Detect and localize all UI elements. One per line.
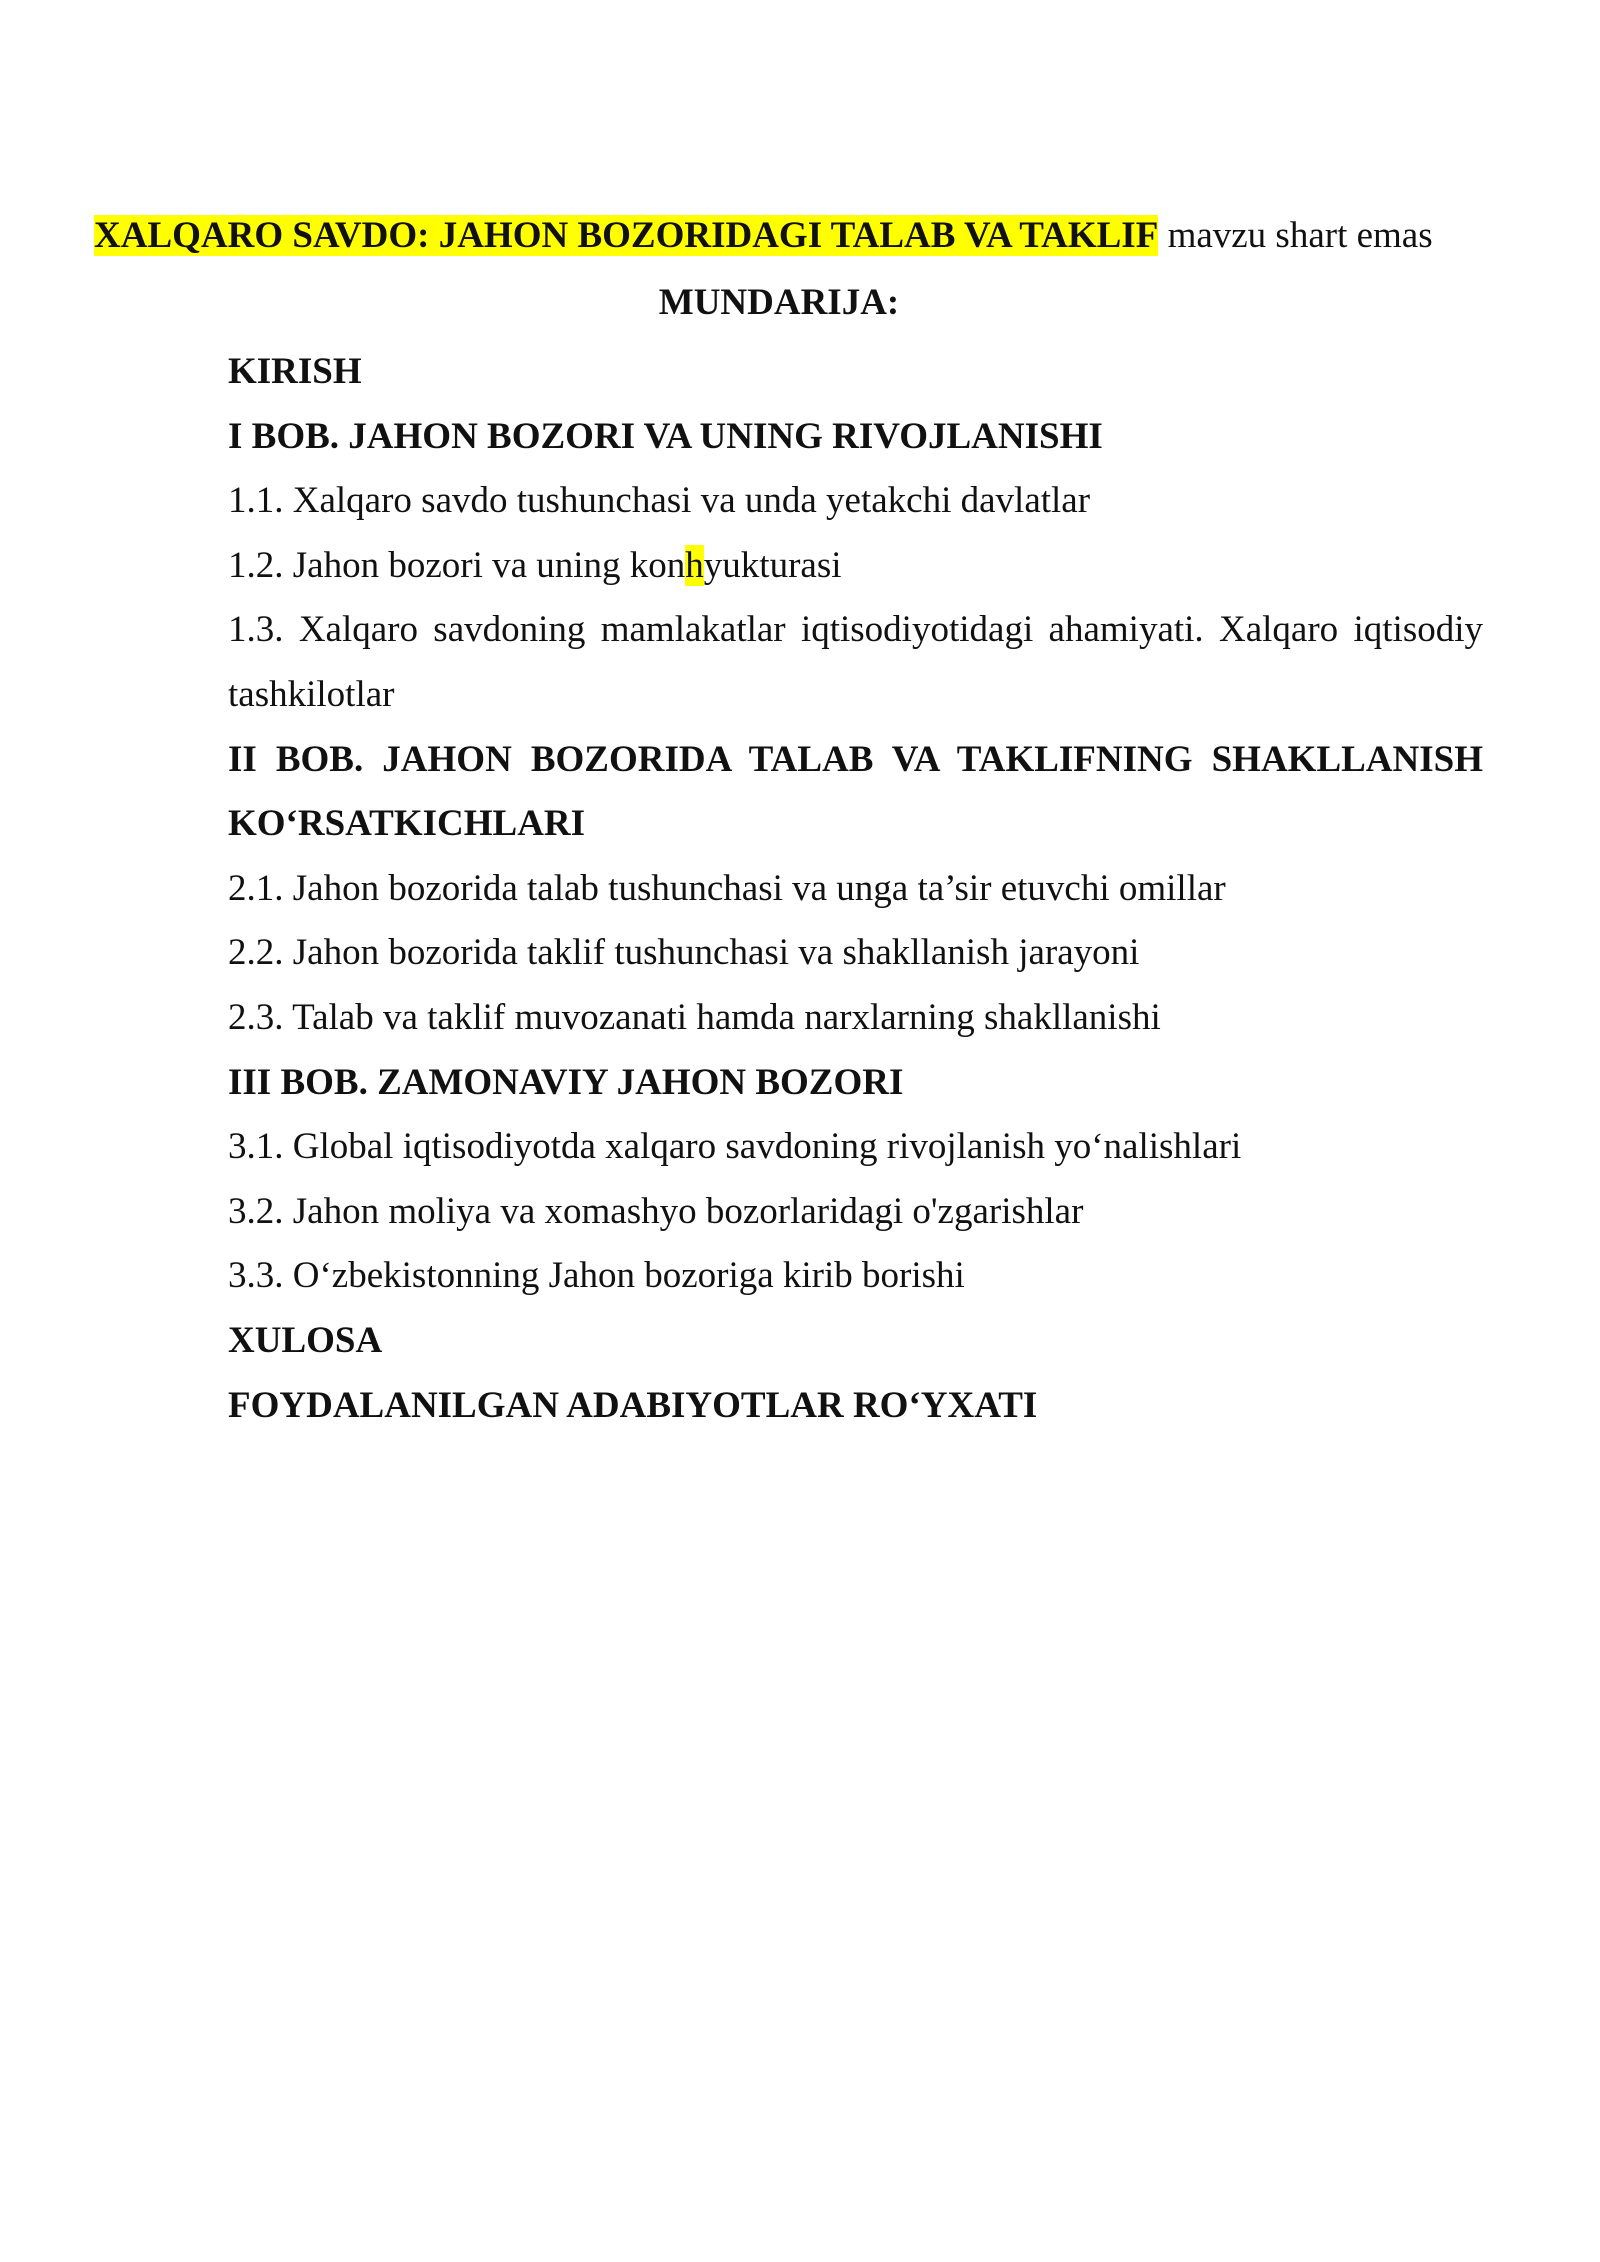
topic-highlighted-title: XALQARO SAVDO: JAHON BOZORIDAGI TALAB VA TAKLIF	[94, 215, 1159, 256]
table-of-contents	[228, 340, 1483, 1438]
topic-note: mavzu shart emas	[1158, 215, 1433, 256]
toc-item-conclusion: XULOSA	[228, 1319, 383, 1361]
toc-chapter-2-line-2: KO‘RSATKICHLARI	[228, 803, 586, 845]
toc-chapter-3: III BOB. ZAMONAVIY JAHON BOZORI	[228, 1061, 904, 1103]
toc-section-2-2: 2.2. Jahon bozorida taklif tushunchasi va shakllanish jarayoni	[228, 932, 1140, 974]
toc-heading: MUNDARIJA:	[658, 282, 900, 323]
toc-section-1-2-text-end: yukturasi	[703, 544, 842, 586]
highlighted-letter: h	[685, 544, 704, 586]
topic-line	[94, 210, 1514, 262]
toc-chapter-1: I BOB. JAHON BOZORI VA UNING RIVOJLANISHI	[228, 415, 1103, 457]
toc-section-1-3-line-2: tashkilotlar	[228, 673, 395, 715]
toc-section-1-2-text-start: 1.2. Jahon bozori va uning kon	[228, 544, 686, 586]
toc-section-3-2: 3.2. Jahon moliya va xomashyo bozorlaridagi o'zgarishlar	[228, 1190, 1084, 1232]
toc-section-1-2	[228, 534, 1483, 599]
toc-section-3-3: 3.3. O‘zbekistonning Jahon bozoriga kirib borishi	[228, 1255, 965, 1297]
toc-section-1-3-line-1: 1.3. Xalqaro savdoning mamlakatlar iqtisodiyotidagi ahamiyati. Xalqaro iqtisodiy	[228, 609, 1483, 651]
toc-chapter-2-line-1: II BOB. JAHON BOZORIDA TALAB VA TAKLIFNING SHAKLLANISH	[228, 738, 1483, 780]
toc-section-2-3: 2.3. Talab va taklif muvozanati hamda narxlarning shakllanishi	[228, 996, 1161, 1038]
toc-item-intro: KIRISH	[228, 351, 362, 392]
toc-item-references: FOYDALANILGAN ADABIYOTLAR RO‘YXATI	[228, 1384, 1038, 1426]
toc-section-1-1: 1.1. Xalqaro savdo tushunchasi va unda yetakchi davlatlar	[228, 480, 1091, 522]
toc-section-3-1: 3.1. Global iqtisodiyotda xalqaro savdoning rivojlanish yo‘nalishlari	[228, 1126, 1242, 1168]
toc-section-2-1: 2.1. Jahon bozorida talab tushunchasi va unga ta’sir etuvchi omillar	[228, 867, 1226, 909]
